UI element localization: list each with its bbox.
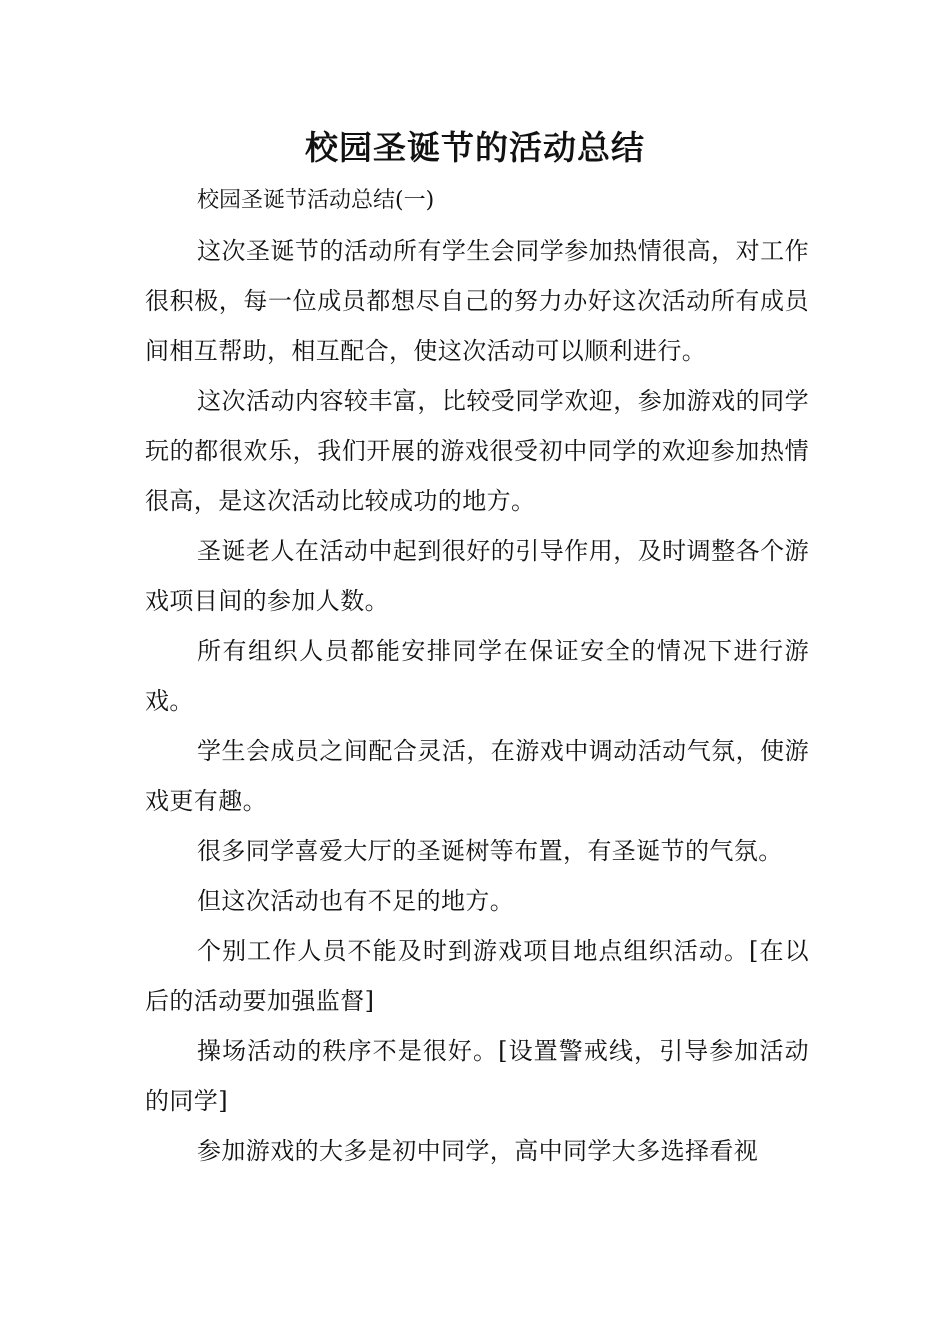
paragraph: 这次圣诞节的活动所有学生会同学参加热情很高，对工作很积极，每一位成员都想尽自己的努力办好这次活动所有成员间相互帮助，相互配合，使这次活动可以顺利进行。 bbox=[145, 237, 809, 365]
paragraph: 个别工作人员不能及时到游戏项目地点组织活动。[在以后的活动要加强监督] bbox=[145, 937, 809, 1015]
paragraph: 参加游戏的大多是初中同学，高中同学大多选择看视 bbox=[197, 1137, 759, 1165]
paragraph: 所有组织人员都能安排同学在保证安全的情况下进行游戏。 bbox=[145, 637, 809, 715]
paragraph: 操场活动的秩序不是很好。[设置警戒线，引导参加活动的同学] bbox=[145, 1037, 809, 1115]
paragraph: 圣诞老人在活动中起到很好的引导作用，及时调整各个游戏项目间的参加人数。 bbox=[145, 537, 809, 615]
paragraph: 学生会成员之间配合灵活，在游戏中调动活动气氛，使游戏更有趣。 bbox=[145, 737, 809, 815]
document-subtitle: 校园圣诞节活动总结(一) bbox=[197, 188, 435, 213]
paragraph: 这次活动内容较丰富，比较受同学欢迎，参加游戏的同学玩的都很欢乐，我们开展的游戏很受初中同学的欢迎参加热情很高，是这次活动比较成功的地方。 bbox=[145, 387, 809, 515]
document-title: 校园圣诞节的活动总结 bbox=[305, 128, 645, 167]
paragraph: 很多同学喜爱大厅的圣诞树等布置，有圣诞节的气氛。 bbox=[197, 837, 783, 865]
paragraph: 但这次活动也有不足的地方。 bbox=[197, 887, 515, 915]
document-body bbox=[145, 176, 809, 1176]
